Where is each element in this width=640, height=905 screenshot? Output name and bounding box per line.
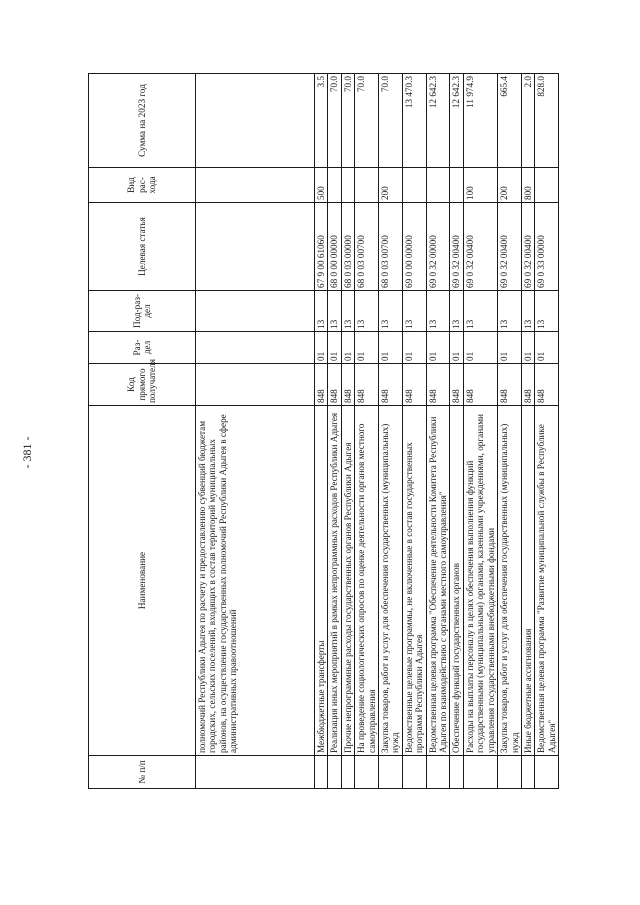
subsection-code: 13 xyxy=(450,291,463,332)
amount-2023: 665.4 xyxy=(498,74,522,168)
row-name: Прочие непрограммные расходы государственных органов Республики Адыгея xyxy=(341,406,354,756)
table-row xyxy=(535,74,559,789)
expense-type: 200 xyxy=(498,168,522,203)
target-article: 69 0 32 00400 xyxy=(463,203,497,291)
table-row xyxy=(521,74,534,789)
target-article: 68 0 03 00700 xyxy=(379,203,403,291)
row-name: Закупка товаров, работ и услуг для обеспечения государственных (муниципальных) нужд xyxy=(498,406,522,756)
target-article: 69 0 32 00000 xyxy=(426,203,450,291)
target-article: 68 0 03 00700 xyxy=(355,203,379,291)
subsection-code: 13 xyxy=(463,291,497,332)
amount-2023: 828.0 xyxy=(535,74,559,168)
row-number xyxy=(450,756,463,789)
column-header: Целевая статья xyxy=(89,203,196,291)
recipient-code: 848 xyxy=(463,364,497,406)
subsection-code: 13 xyxy=(426,291,450,332)
row-name: Закупка товаров, работ и услуг для обеспечения государственных (муниципальных) нужд xyxy=(379,406,403,756)
row-number xyxy=(402,756,426,789)
row-number xyxy=(379,756,403,789)
table-row xyxy=(426,74,450,789)
target-article: 69 0 33 00000 xyxy=(535,203,559,291)
amount-2023: 3.5 xyxy=(315,74,328,168)
row-name: На проведение социологических опросов по оценке деятельности органов местного самоуправления xyxy=(355,406,379,756)
expense-type xyxy=(328,168,341,203)
subsection-code: 13 xyxy=(402,291,426,332)
table-row xyxy=(341,74,354,789)
expense-type xyxy=(535,168,559,203)
row-number xyxy=(463,756,497,789)
row-name: Ведомственные целевые программы, не включенные в состав государственных программ Республики Адыгея xyxy=(402,406,426,756)
subsection-code: 13 xyxy=(498,291,522,332)
recipient-code xyxy=(196,364,315,406)
row-name: полномочий Республики Адыгея по расчету и предоставлению субвенций бюджетам городских, сельских поселений, входящих в состав территорий муниципальных районов, на осуществление государственных полномочий Республики Адыгея в сфере административных правоотношений xyxy=(196,406,315,756)
section-code: 01 xyxy=(521,332,534,364)
amount-2023 xyxy=(196,74,315,168)
target-article: 69 0 32 00400 xyxy=(498,203,522,291)
target-article: 69 0 32 00400 xyxy=(450,203,463,291)
recipient-code: 848 xyxy=(341,364,354,406)
table-body xyxy=(196,74,559,789)
row-name: Межбюджетные трансферты xyxy=(315,406,328,756)
recipient-code: 848 xyxy=(379,364,403,406)
table-row xyxy=(196,74,315,789)
section-code: 01 xyxy=(450,332,463,364)
column-header: № п/п xyxy=(89,756,196,789)
recipient-code: 848 xyxy=(402,364,426,406)
section-code: 01 xyxy=(498,332,522,364)
subsection-code: 13 xyxy=(328,291,341,332)
target-article xyxy=(196,203,315,291)
target-article: 68 0 03 00000 xyxy=(341,203,354,291)
row-number xyxy=(426,756,450,789)
recipient-code: 848 xyxy=(450,364,463,406)
table-row xyxy=(498,74,522,789)
section-code: 01 xyxy=(379,332,403,364)
table-row xyxy=(355,74,379,789)
recipient-code: 848 xyxy=(426,364,450,406)
amount-2023: 11 974.9 xyxy=(463,74,497,168)
row-name: Расходы на выплаты персоналу в целях обеспечения выполнения функций государственными (муниципальными) органами, казенными учреждениями, органами управления государственными внебюджетными фондами xyxy=(463,406,497,756)
subsection-code: 13 xyxy=(315,291,328,332)
amount-2023: 70.0 xyxy=(341,74,354,168)
table-row xyxy=(450,74,463,789)
column-header: Сумма на 2023 год xyxy=(89,74,196,168)
amount-2023: 12 642.3 xyxy=(426,74,450,168)
section-code: 01 xyxy=(535,332,559,364)
row-name: Обеспечение функций государственных органов xyxy=(450,406,463,756)
recipient-code: 848 xyxy=(521,364,534,406)
row-name: Иные бюджетные ассигнования xyxy=(521,406,534,756)
expense-type xyxy=(426,168,450,203)
recipient-code: 848 xyxy=(328,364,341,406)
page-number: - 381 - xyxy=(20,436,34,469)
row-name: Ведомственная целевая программа "Развитие муниципальной службы в Республике Адыгея" xyxy=(535,406,559,756)
recipient-code: 848 xyxy=(315,364,328,406)
row-number xyxy=(535,756,559,789)
recipient-code: 848 xyxy=(498,364,522,406)
target-article: 69 0 32 00400 xyxy=(521,203,534,291)
column-header: Под-раз-дел xyxy=(89,291,196,332)
target-article: 67 9 00 61060 xyxy=(315,203,328,291)
amount-2023: 2.0 xyxy=(521,74,534,168)
amount-2023: 13 470.3 xyxy=(402,74,426,168)
row-number xyxy=(498,756,522,789)
section-code xyxy=(196,332,315,364)
table-row xyxy=(328,74,341,789)
row-number xyxy=(315,756,328,789)
expense-type: 100 xyxy=(463,168,497,203)
row-number xyxy=(355,756,379,789)
recipient-code: 848 xyxy=(355,364,379,406)
subsection-code: 13 xyxy=(535,291,559,332)
section-code: 01 xyxy=(426,332,450,364)
subsection-code: 13 xyxy=(521,291,534,332)
row-number xyxy=(328,756,341,789)
section-code: 01 xyxy=(355,332,379,364)
row-number xyxy=(341,756,354,789)
expense-type xyxy=(341,168,354,203)
section-code: 01 xyxy=(341,332,354,364)
expense-type xyxy=(355,168,379,203)
column-header: Код прямого получателя xyxy=(89,364,196,406)
section-code: 01 xyxy=(315,332,328,364)
table-row xyxy=(402,74,426,789)
table-header-row xyxy=(89,74,196,789)
section-code: 01 xyxy=(328,332,341,364)
target-article: 69 0 00 00000 xyxy=(402,203,426,291)
target-article: 68 0 00 00000 xyxy=(328,203,341,291)
row-number xyxy=(521,756,534,789)
recipient-code: 848 xyxy=(535,364,559,406)
subsection-code: 13 xyxy=(355,291,379,332)
subsection-code: 13 xyxy=(379,291,403,332)
column-header: Вид рас-хода xyxy=(89,168,196,203)
row-number xyxy=(196,756,315,789)
subsection-code xyxy=(196,291,315,332)
amount-2023: 70.0 xyxy=(355,74,379,168)
column-header: Раз-дел xyxy=(89,332,196,364)
expense-type: 500 xyxy=(315,168,328,203)
row-name: Реализация иных мероприятий в рамках непрограммных расходов Республики Адыгея xyxy=(328,406,341,756)
column-header: Наименование xyxy=(89,406,196,756)
expense-type xyxy=(450,168,463,203)
amount-2023: 70.0 xyxy=(328,74,341,168)
subsection-code: 13 xyxy=(341,291,354,332)
amount-2023: 12 642.3 xyxy=(450,74,463,168)
budget-table xyxy=(88,73,559,789)
section-code: 01 xyxy=(463,332,497,364)
table-row xyxy=(463,74,497,789)
amount-2023: 70.0 xyxy=(379,74,403,168)
expense-type: 800 xyxy=(521,168,534,203)
table-row xyxy=(315,74,328,789)
section-code: 01 xyxy=(402,332,426,364)
expense-type: 200 xyxy=(379,168,403,203)
expense-type xyxy=(402,168,426,203)
expense-type xyxy=(196,168,315,203)
table-row xyxy=(379,74,403,789)
row-name: Ведомственная целевая программа "Обеспечение деятельности Комитета Республики Адыгея по взаимодействию с органами местного самоуправления" xyxy=(426,406,450,756)
